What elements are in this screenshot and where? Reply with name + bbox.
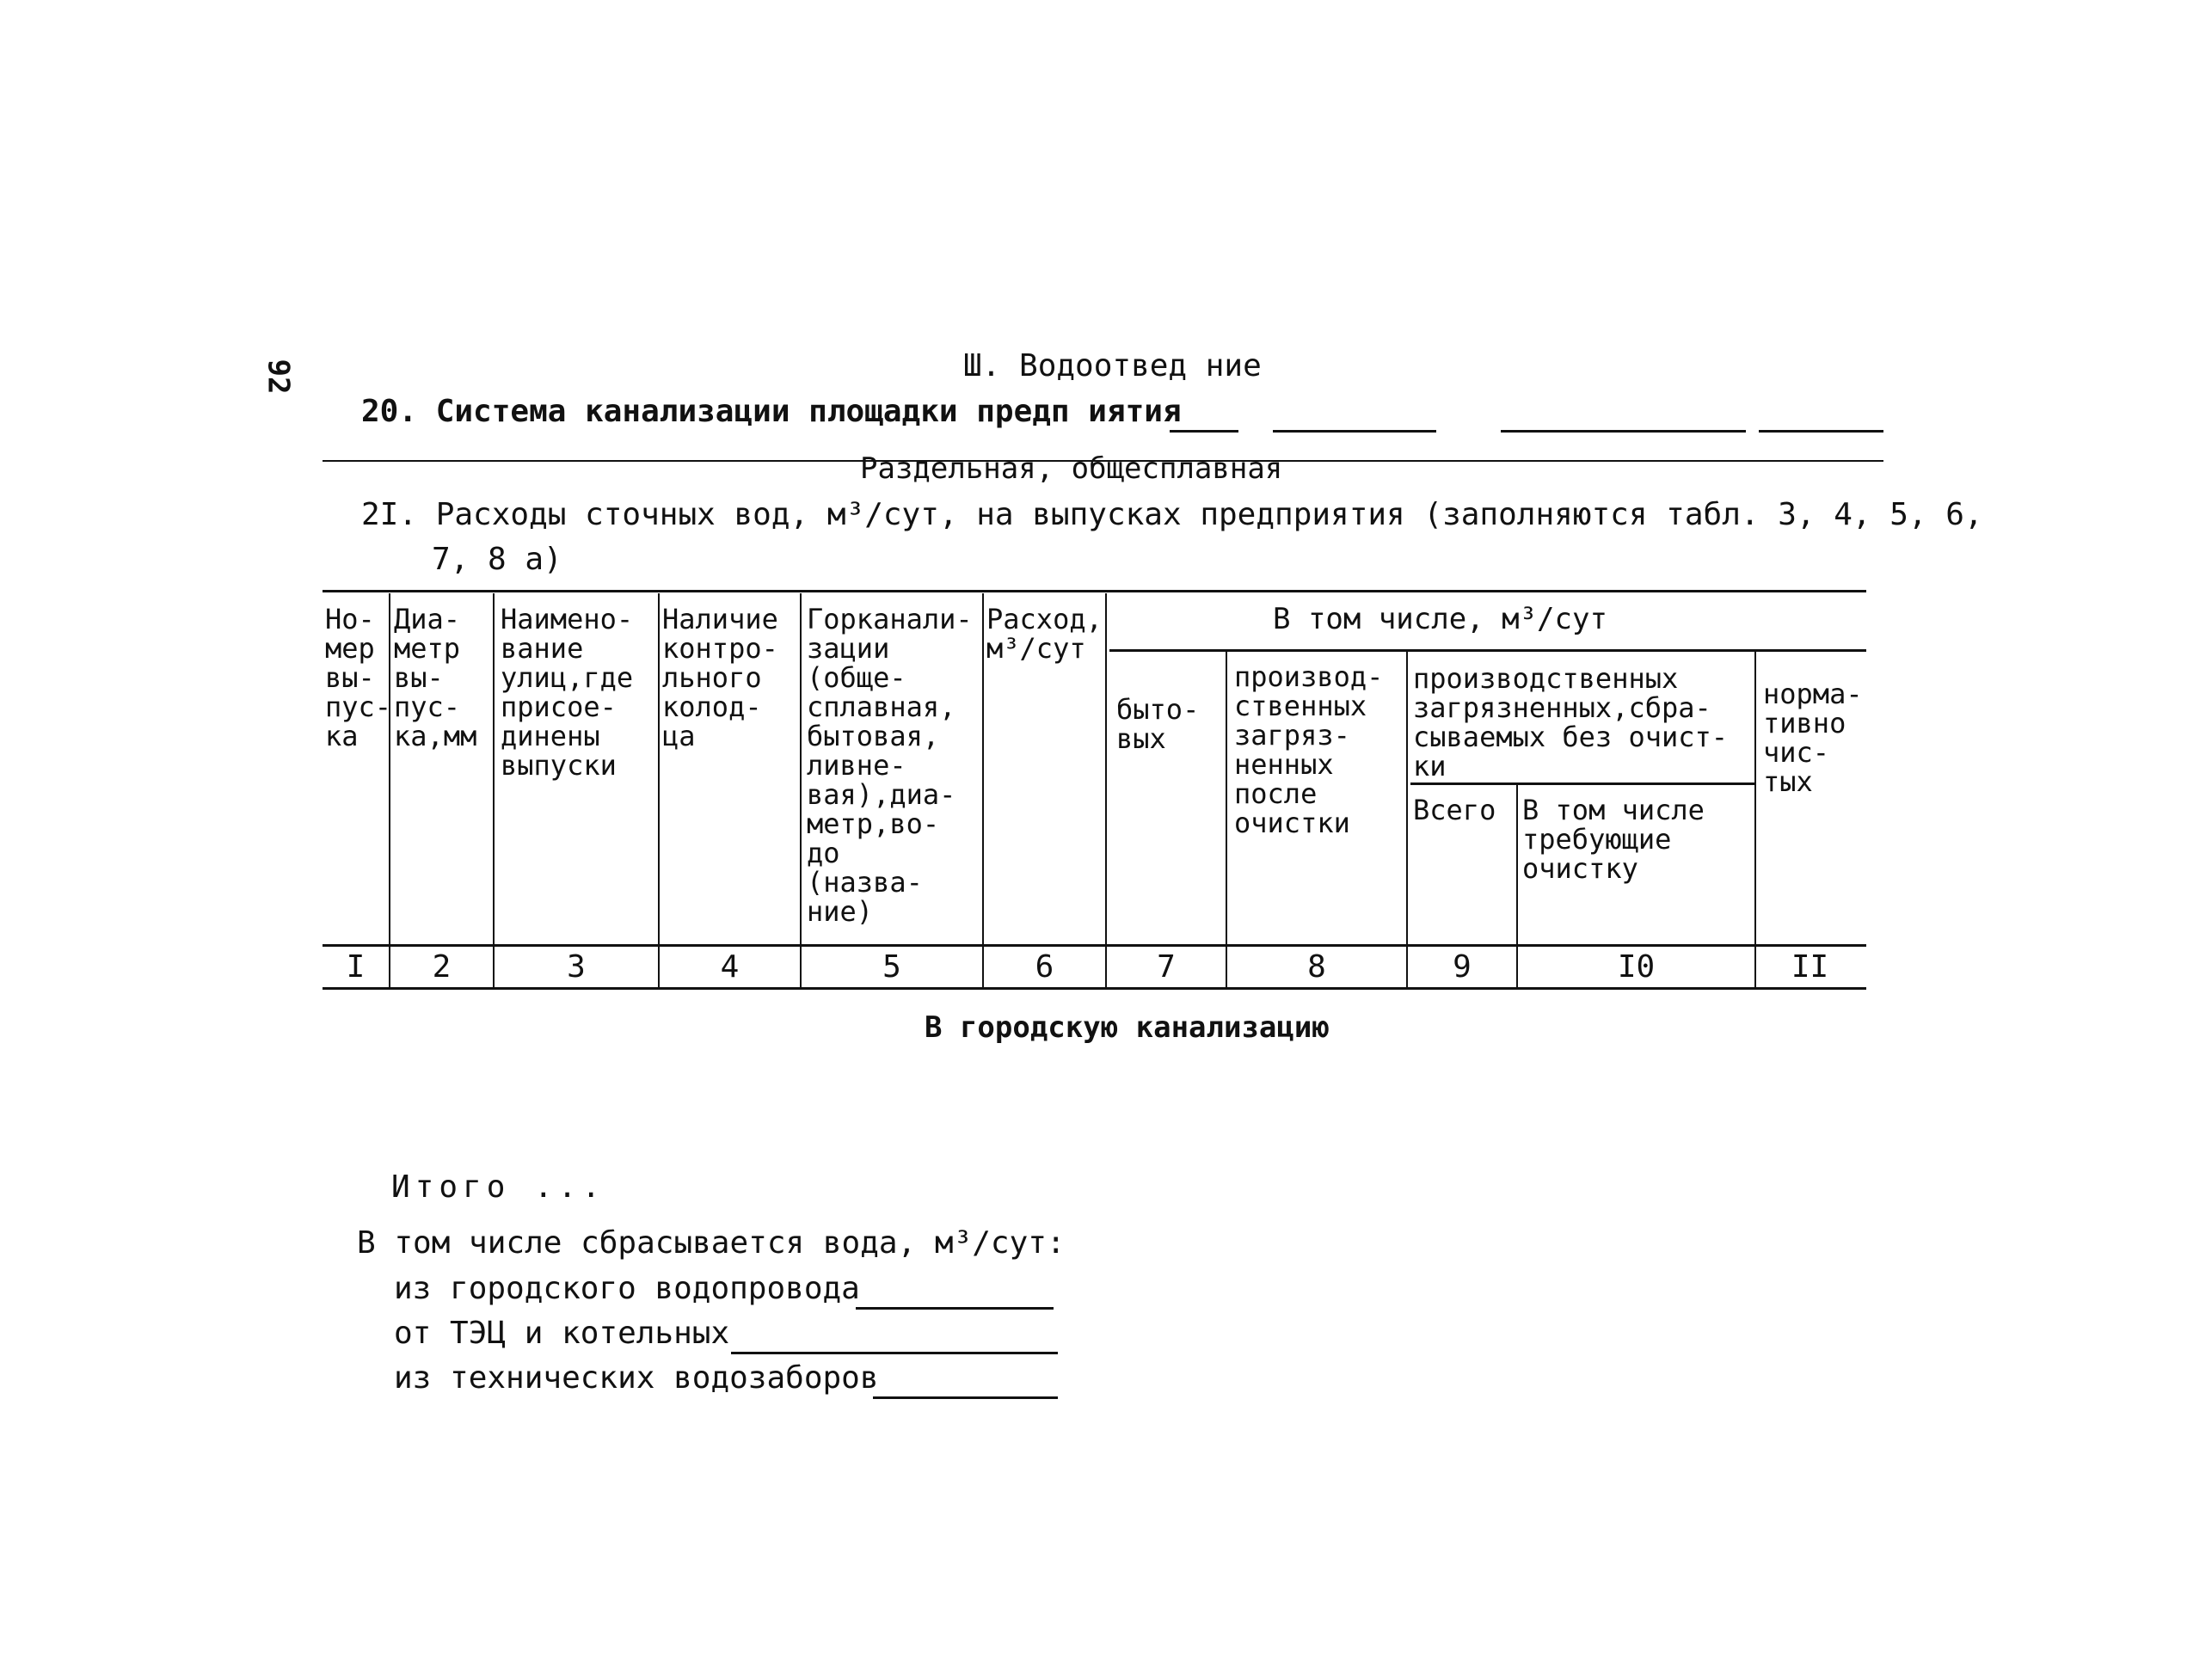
group-header-border: [1109, 649, 1866, 652]
header-col-4: Наличие контро- льного колод- ца: [662, 603, 778, 752]
header-col-3: Наимено- вание улиц,где присое- динены выпуски: [501, 603, 634, 782]
col-divider: [493, 593, 495, 987]
col-number-8: 8: [1307, 949, 1326, 985]
col-divider: [800, 593, 802, 987]
col-number-5: 5: [882, 949, 901, 985]
col-number-4: 4: [720, 949, 740, 985]
header-col-11: норма- тивно чис- тых: [1763, 678, 1863, 798]
col-divider: [1105, 593, 1107, 987]
col-divider: [1226, 651, 1227, 987]
col-number-11: II: [1791, 949, 1829, 985]
source-technical-intakes: из технических водозаборов: [394, 1360, 879, 1396]
source-chp-boilers: от ТЭЦ и котельных: [394, 1316, 730, 1351]
header-col-2: Диа- метр вы- пус- ка,мм: [394, 603, 477, 752]
table-bottom-border: [323, 987, 1866, 990]
header-bottom-border: [323, 944, 1866, 947]
section-title: Ш. Водоотвед ние: [963, 348, 1262, 384]
item-21-line2: 7, 8 а): [432, 542, 562, 577]
header-col-7: быто- вых: [1116, 693, 1200, 755]
header-col-1: Но- мер вы- пус- ка: [325, 603, 392, 752]
item-20-answer: Раздельная, общесплавная: [860, 451, 1283, 486]
item-20-text: 20. Система канализации площадки предп иятия: [361, 394, 1182, 429]
fill-line: [1170, 430, 1238, 433]
col-divider: [658, 593, 660, 987]
col-number-3: 3: [567, 949, 586, 985]
fill-line: [1501, 430, 1746, 433]
header-col-9: Всего: [1413, 794, 1496, 826]
col-divider: [982, 593, 984, 987]
source-city-water: из городского водопровода: [394, 1271, 860, 1306]
page-number: 92: [261, 359, 296, 395]
col-divider: [1406, 651, 1408, 987]
col-number-2: 2: [432, 949, 452, 985]
fill-line: [1273, 430, 1436, 433]
total-label: Итого ...: [391, 1169, 606, 1205]
table-top-border-right: [1724, 590, 1862, 592]
col-number-6: 6: [1035, 949, 1054, 985]
col-divider: [1754, 651, 1756, 987]
col-number-7: 7: [1157, 949, 1176, 985]
source-chp-boilers-blank: [731, 1352, 1058, 1354]
col-number-9: 9: [1453, 949, 1472, 985]
source-technical-intakes-blank: [873, 1396, 1058, 1399]
item-21-line1: 2I. Расходы сточных вод, м³/сут, на выпусках предприятия (заполняются табл. 3, 4, 5, 6,: [361, 497, 1983, 532]
header-col-8: производ- ственных загряз- ненных после очистки: [1234, 660, 1384, 839]
header-col-5: Горканали- зации (обще- сплавная, бытовая, ливне- вая),диа- метр,во- до (назва- ние): [807, 603, 973, 928]
header-col-6: Расход, м³/сут: [986, 603, 1103, 665]
table-top-border: [323, 590, 1866, 592]
col-number-10: I0: [1617, 949, 1656, 985]
header-group-including: В том числе, м³/сут: [1273, 602, 1607, 636]
subgroup-header-border: [1410, 782, 1754, 785]
header-group-9-10: производственных загрязненных,сбра- сываемых без очист- ки: [1413, 662, 1729, 782]
including-label: В том числе сбрасывается вода, м³/сут:: [357, 1225, 1066, 1261]
col-number-1: I: [346, 949, 366, 985]
header-col-10: В том числе требующие очистку: [1522, 794, 1705, 885]
fill-line: [1759, 430, 1883, 433]
table-subheading: В городскую канализацию: [925, 1010, 1330, 1045]
source-city-water-blank: [856, 1307, 1054, 1310]
